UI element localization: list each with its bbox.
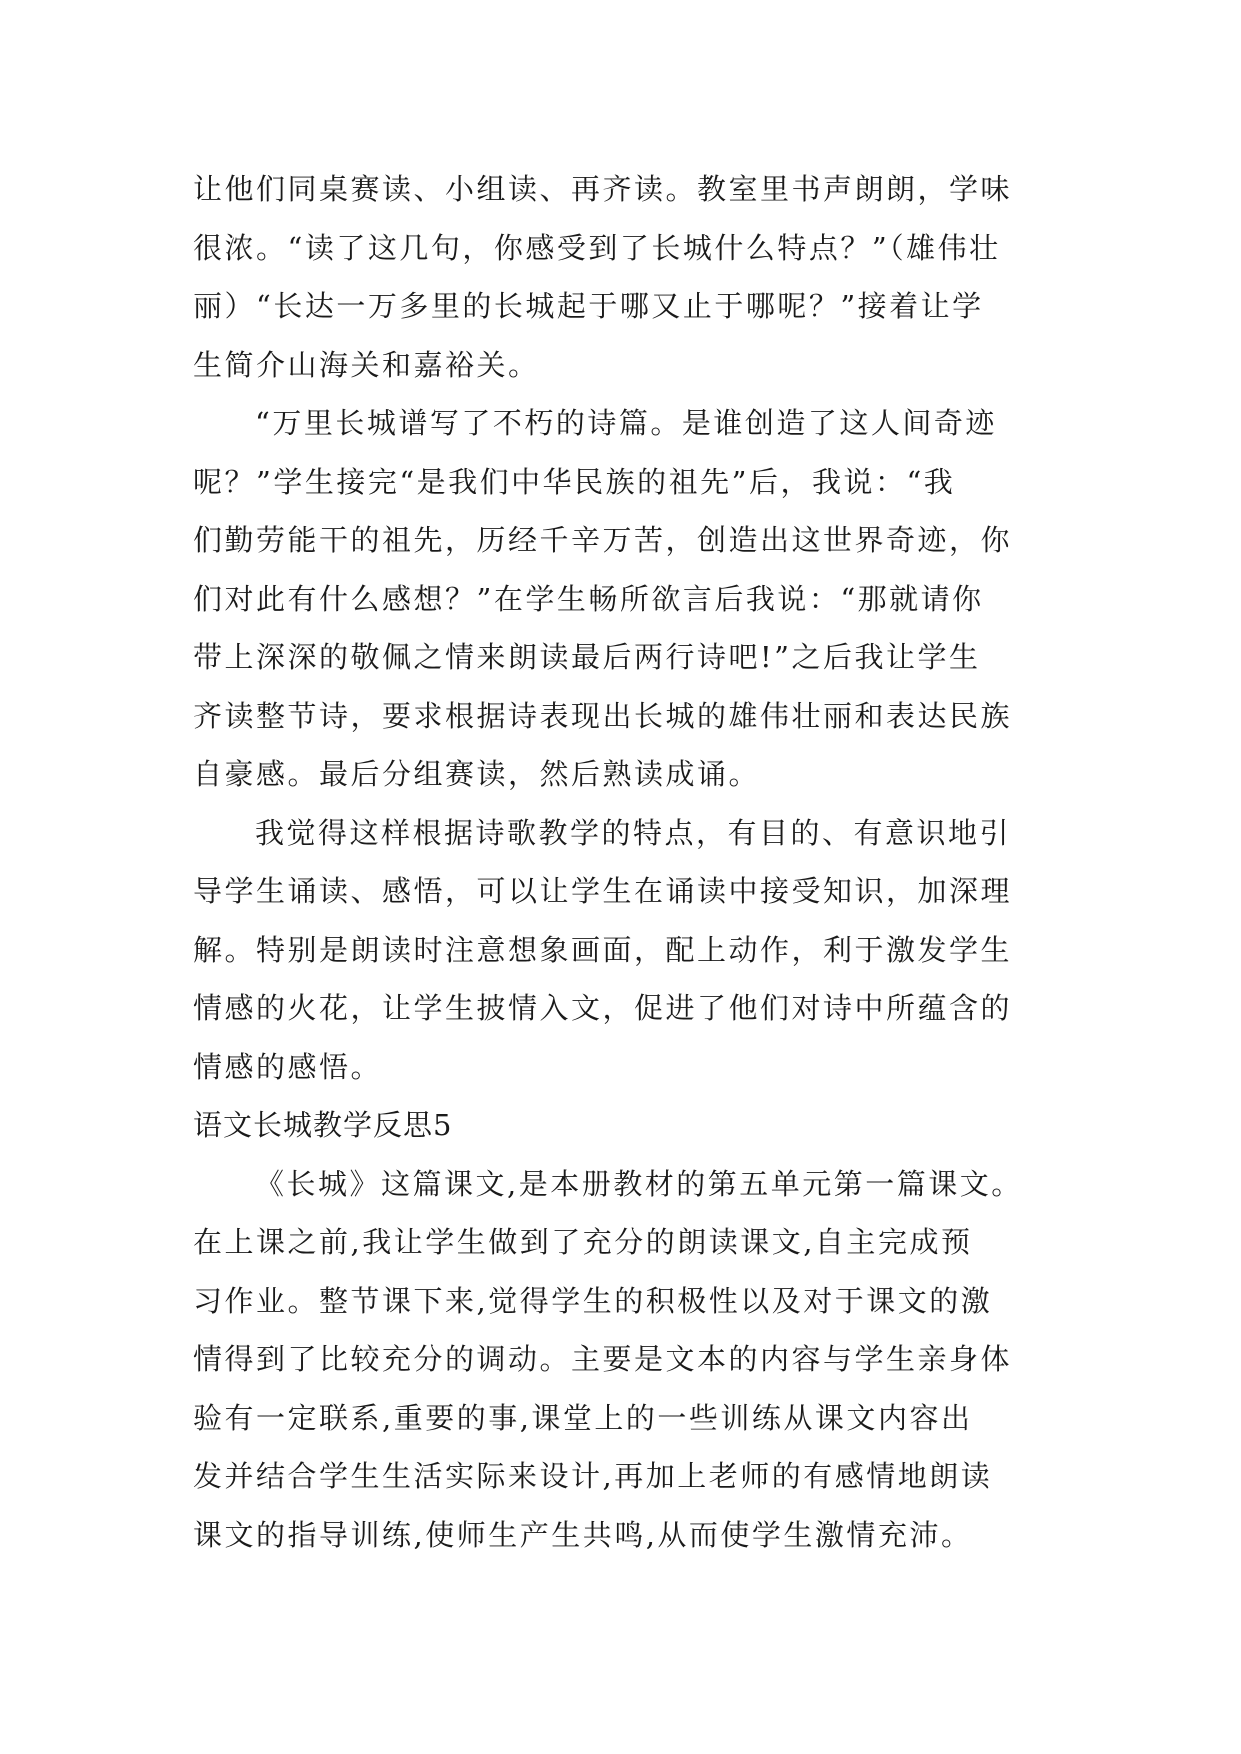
- text-line: 课文的指导训练,使师生产生共鸣,从而使学生激情充沛。: [193, 1517, 973, 1552]
- text-line: 习作业。整节课下来,觉得学生的积极性以及对于课文的激: [193, 1283, 993, 1318]
- text-line: 《长城》这篇课文,是本册教材的第五单元第一篇课文。: [255, 1166, 1023, 1201]
- text-line: 验有一定联系,重要的事,课堂上的一些训练从课文内容出: [193, 1400, 973, 1435]
- paragraph-2: [193, 394, 1053, 804]
- text-line: 情感的火花，让学生披情入文，促进了他们对诗中所蕴含的: [193, 991, 1013, 1025]
- text-line: 情得到了比较充分的调动。主要是文本的内容与学生亲身体: [193, 1342, 1013, 1376]
- section-heading: 语文长城教学反思5: [193, 1108, 453, 1142]
- text-line: 很浓。“读了这几句，你感受到了长城什么特点？”（雄伟壮: [193, 230, 1001, 265]
- paragraph-1: [193, 160, 1053, 394]
- text-line: 呢？”学生接完“是我们中华民族的祖先”后，我说：“我: [193, 464, 956, 499]
- text-line: “万里长城谱写了不朽的诗篇。是谁创造了这人间奇迹: [255, 406, 997, 440]
- text-line: 在上课之前,我让学生做到了充分的朗读课文,自主完成预: [193, 1225, 973, 1259]
- text-line: 导学生诵读、感悟，可以让学生在诵读中接受知识，加深理: [193, 874, 1013, 908]
- paragraph-4: [193, 1155, 1053, 1565]
- text-line: 自豪感。最后分组赛读，然后熟读成诵。: [193, 757, 761, 791]
- text-line: 们勤劳能干的祖先，历经千辛万苦，创造出这世界奇迹，你: [193, 523, 1013, 557]
- text-line: 我觉得这样根据诗歌教学的特点，有目的、有意识地引: [255, 815, 1012, 850]
- text-line: 情感的感悟。: [193, 1049, 383, 1084]
- text-line: 让他们同桌赛读、小组读、再齐读。教室里书声朗朗，学味: [193, 172, 1013, 206]
- document-body: [193, 160, 1053, 1564]
- text-line: 带上深深的敬佩之情来朗读最后两行诗吧!”之后我让学生: [193, 640, 981, 674]
- text-line: 解。特别是朗读时注意想象画面，配上动作，利于激发学生: [193, 932, 1013, 967]
- text-line: 生简介山海关和嘉裕关。: [193, 347, 540, 382]
- paragraph-3: [193, 804, 1053, 1097]
- text-line: 发并结合学生生活实际来设计,再加上老师的有感情地朗读: [193, 1459, 993, 1493]
- text-line: 丽）“长达一万多里的长城起于哪又止于哪呢？”接着让学: [193, 289, 984, 323]
- text-line: 齐读整节诗，要求根据诗表现出长城的雄伟壮丽和表达民族: [193, 698, 1013, 733]
- text-line: 们对此有什么感想？”在学生畅所欲言后我说：“那就请你: [193, 581, 984, 616]
